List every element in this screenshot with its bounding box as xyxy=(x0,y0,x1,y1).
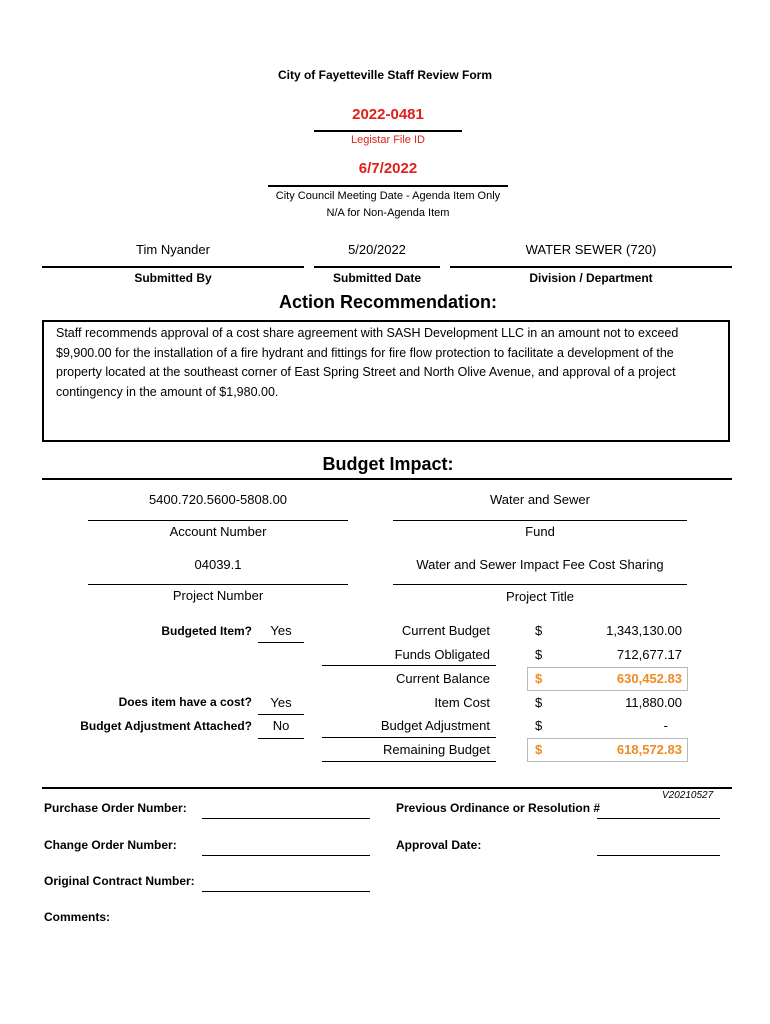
fund-label: Fund xyxy=(525,524,555,539)
current-balance-amount: 630,452.83 xyxy=(616,671,682,686)
division-underline xyxy=(450,266,732,268)
item-cost-amount: 11,880.00 xyxy=(625,695,682,710)
adjustment-attached-underline xyxy=(258,738,304,739)
change-order-label: Change Order Number: xyxy=(44,838,177,852)
submitted-by-underline xyxy=(42,266,304,268)
meeting-date-underline xyxy=(268,185,508,187)
item-cost-currency: $ xyxy=(535,695,543,710)
original-contract-field[interactable] xyxy=(202,877,370,892)
submitted-date-value: 5/20/2022 xyxy=(348,242,406,257)
budget-adjustment-currency: $ xyxy=(535,718,543,733)
has-cost-underline xyxy=(258,714,304,715)
legistar-underline xyxy=(314,130,462,132)
form-version: V20210527 xyxy=(662,790,714,801)
action-recommendation-heading: Action Recommendation: xyxy=(278,292,497,312)
approval-date-label: Approval Date: xyxy=(396,838,482,852)
remaining-budget-currency: $ xyxy=(535,742,543,757)
change-order-field[interactable] xyxy=(202,841,370,856)
project-title-label: Project Title xyxy=(506,589,574,604)
project-number-underline xyxy=(88,584,348,585)
adjustment-attached-value: No xyxy=(272,718,290,733)
meeting-date-value: 6/7/2022 xyxy=(358,160,418,177)
budget-impact-heading: Budget Impact: xyxy=(322,454,454,474)
funds-obligated-label: Funds Obligated xyxy=(394,647,490,662)
comments-label: Comments: xyxy=(44,910,111,924)
current-balance-currency: $ xyxy=(535,671,543,686)
current-budget-amount: 1,343,130.00 xyxy=(606,623,682,638)
funds-obligated-amount: 712,677.17 xyxy=(616,647,682,662)
action-recommendation-box xyxy=(42,320,730,442)
submitted-by-label: Submitted By xyxy=(134,271,212,285)
project-title-value: Water and Sewer Impact Fee Cost Sharing xyxy=(416,557,664,572)
fund-value: Water and Sewer xyxy=(490,492,590,507)
has-cost-label: Does item have a cost? xyxy=(118,695,252,709)
adjustment-attached-label: Budget Adjustment Attached? xyxy=(80,719,252,733)
meeting-date-label: City Council Meeting Date - Agenda Item Only xyxy=(275,190,501,202)
project-number-label: Project Number xyxy=(172,588,264,603)
previous-ordinance-field[interactable] xyxy=(597,804,720,819)
current-balance-label: Current Balance xyxy=(396,671,490,686)
project-title-underline xyxy=(393,584,687,585)
budget-impact-rule xyxy=(42,478,732,480)
purchase-order-label: Purchase Order Number: xyxy=(44,801,187,815)
legistar-file-id-value: 2022-0481 xyxy=(352,106,424,123)
budgeted-item-underline xyxy=(258,642,304,643)
division-value: WATER SEWER (720) xyxy=(525,242,657,257)
budgeted-item-label: Budgeted Item? xyxy=(161,624,252,638)
budget-adjustment-underline xyxy=(322,737,496,738)
remaining-budget-underline xyxy=(322,761,496,762)
previous-ordinance-label: Previous Ordinance or Resolution # xyxy=(396,801,601,815)
submitted-date-underline xyxy=(314,266,440,268)
item-cost-label: Item Cost xyxy=(434,695,490,710)
meeting-date-note: N/A for Non-Agenda Item xyxy=(326,207,450,219)
submitted-by-value: Tim Nyander xyxy=(136,242,210,257)
fund-underline xyxy=(393,520,687,521)
original-contract-label: Original Contract Number: xyxy=(44,874,195,888)
footer-rule xyxy=(42,787,732,789)
approval-date-field[interactable] xyxy=(597,841,720,856)
submitted-date-label: Submitted Date xyxy=(332,271,421,285)
action-recommendation-text: Staff recommends approval of a cost share agreement with SASH Development LLC in an amount not to exceed $9,900.00 for the installation of a fire hydrant and fittings for fire flow protection to facilitate a development of the property located at the southeast corner of East Spring Street and North Olive Avenue, and approval of a project contingency in the amount of $1,980.00. xyxy=(56,326,679,399)
remaining-budget-amount: 618,572.83 xyxy=(616,742,682,757)
has-cost-value: Yes xyxy=(270,695,292,710)
division-label: Division / Department xyxy=(529,271,653,285)
purchase-order-field[interactable] xyxy=(202,804,370,819)
current-budget-label: Current Budget xyxy=(401,623,490,638)
funds-obligated-currency: $ xyxy=(535,647,543,662)
account-number-label: Account Number xyxy=(169,524,267,539)
funds-obligated-underline xyxy=(322,665,496,666)
budgeted-item-value: Yes xyxy=(270,623,292,638)
project-number-value: 04039.1 xyxy=(194,557,242,572)
budget-adjustment-amount: - xyxy=(663,718,668,733)
account-number-value: 5400.720.5600-5808.00 xyxy=(148,492,288,507)
legistar-file-id-label: Legistar File ID xyxy=(351,134,425,146)
account-number-underline xyxy=(88,520,348,521)
current-budget-currency: $ xyxy=(535,623,543,638)
budget-adjustment-label: Budget Adjustment xyxy=(380,718,490,733)
remaining-budget-label: Remaining Budget xyxy=(383,742,490,757)
form-title: City of Fayetteville Staff Review Form xyxy=(277,68,493,82)
